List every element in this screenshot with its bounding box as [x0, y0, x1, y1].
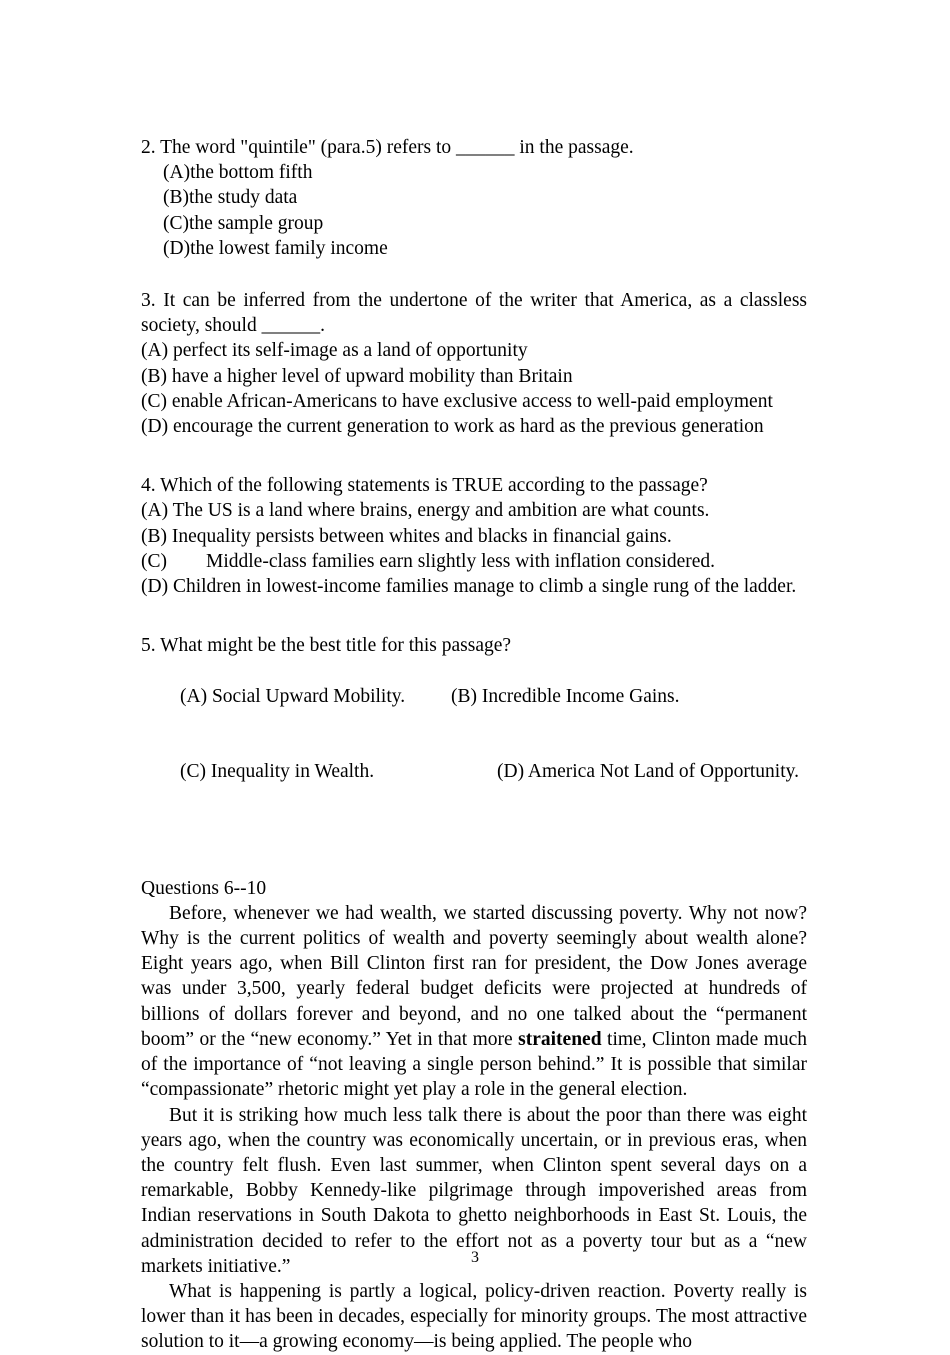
- question-5-option-a: (A) Social Upward Mobility.: [180, 685, 406, 707]
- question-4-option-d: (D) Children in lowest-income families manage to climb a single rung of the ladder.: [141, 576, 797, 598]
- question-3-option-d: (D) encourage the current generation to work as hard as the previous generation: [141, 416, 764, 438]
- question-3-stem: 3. It can be inferred from the undertone of the writer that America, as a classless society, should ______.: [141, 290, 807, 337]
- spacer: [141, 810, 807, 876]
- passage-paragraph-1: [141, 901, 807, 1103]
- question-5-option-row-1: [141, 658, 807, 734]
- question-5: [141, 633, 807, 809]
- question-4: [141, 473, 807, 599]
- spacer: [141, 439, 807, 473]
- passage-heading: Questions 6--10: [141, 877, 267, 899]
- passage-paragraph-3: [141, 1279, 807, 1355]
- question-4-option-b: (B) Inequality persists between whites and blacks in financial gains.: [141, 525, 672, 547]
- question-2-option-a: (A)the bottom fifth: [163, 162, 313, 184]
- question-5-option-c: (C) Inequality in Wealth.: [180, 761, 375, 783]
- question-2: [141, 135, 807, 261]
- question-2-option-d: (D)the lowest family income: [163, 237, 388, 259]
- question-3-option-b: (B) have a higher level of upward mobility than Britain: [141, 365, 573, 387]
- document-text-column: [141, 135, 807, 1355]
- question-5-option-d: (D) America Not Land of Opportunity.: [497, 761, 799, 783]
- question-5-option-b: (B) Incredible Income Gains.: [451, 685, 680, 707]
- emphasis-text: straitened: [518, 1028, 602, 1050]
- question-4-option-a: (A) The US is a land where brains, energy and ambition are what counts.: [141, 500, 710, 522]
- page-number: 3: [471, 1249, 479, 1266]
- question-3-option-c: (C) enable African-Americans to have exclusive access to well-paid employment: [141, 390, 773, 412]
- question-4-stem: 4. Which of the following statements is TRUE according to the passage?: [141, 475, 708, 497]
- question-4-option-c: (C) Middle-class families earn slightly less with inflation considered.: [141, 550, 716, 572]
- question-2-option-c: (C)the sample group: [163, 212, 324, 234]
- question-5-option-row-2: [141, 734, 807, 810]
- question-2-option-b: (B)the study data: [163, 187, 298, 209]
- question-3-option-a: (A) perfect its self-image as a land of opportunity: [141, 340, 528, 362]
- question-5-stem: 5. What might be the best title for this passage?: [141, 635, 512, 657]
- body-text: But it is striking how much less talk there is about the poor than there was eight years ago, when the country was economically uncertain, or in previous eras, when the country felt flush. Even last summer, when Clinton spent several days on a remarkable, Bobby Kennedy-like pilgrimage through impoverished areas from Indian reservations in South Dakota to ghetto neighborhoods in East St. Louis, the administration decided to refer to the effort not as a poverty tour but as a “new markets initiative.”: [141, 1104, 807, 1277]
- question-3: [141, 288, 807, 439]
- body-text: time, Clinton made much of the importance of “not leaving a single person behind.” It is possible that similar “compassionate” rhetoric might yet play a role in the general election.: [141, 1028, 808, 1101]
- body-text: What is happening is partly a logical, policy-driven reaction. Poverty really is lower than it has been in decades, especially for minority groups. The most attractive solution to it—a growing economy—is being applied. The people who: [141, 1280, 807, 1353]
- body-text: Before, whenever we had wealth, we started discussing poverty. Why not now? Why is the current politics of wealth and poverty seemingly about wealth alone? Eight years ago, when Bill Clinton first ran for president, the Dow Jones average was under 3,500, yearly federal budget deficits were projected at hundreds of billions of dollars forever and beyond, and no one talked about the “permanent boom” or the “new economy.” Yet in that more: [141, 902, 807, 1050]
- passage-block: [141, 876, 807, 1355]
- spacer: [141, 599, 807, 633]
- spacer: [141, 261, 807, 288]
- question-2-stem: 2. The word "quintile" (para.5) refers to ______ in the passage.: [141, 137, 634, 158]
